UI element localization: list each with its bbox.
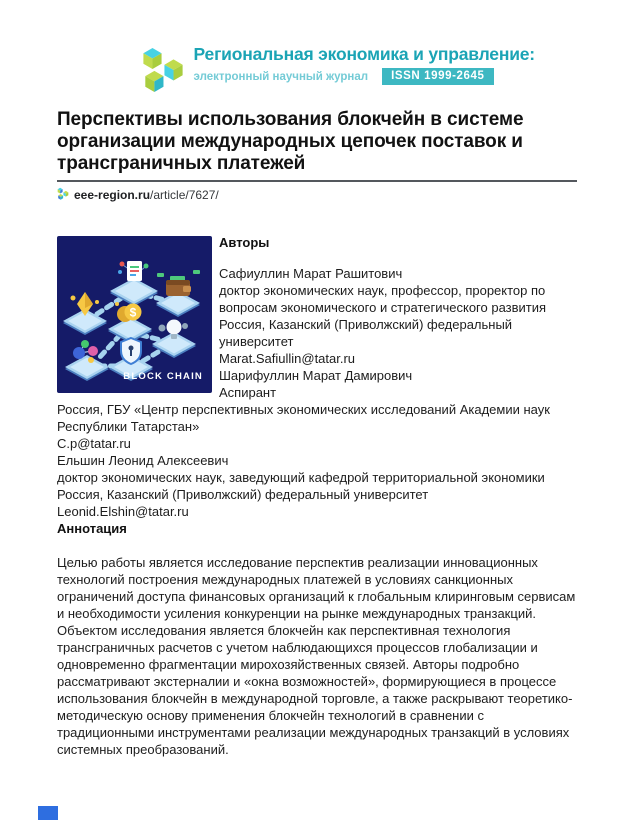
author-name: Ельшин Леонид Алексеевич bbox=[57, 453, 229, 468]
bottom-blue-element[interactable] bbox=[38, 806, 58, 820]
abstract-section bbox=[57, 520, 577, 758]
author-degree: доктор экономических наук, профессор, проректор по вопросам экономического и стратегического развития bbox=[219, 283, 547, 315]
author-degree: Аспирант bbox=[219, 385, 277, 400]
issn-badge: ISSN 1999-2645 bbox=[382, 68, 493, 85]
journal-subtitle: электронный научный журнал bbox=[193, 70, 369, 83]
illustration-caption: BLOCK CHAIN bbox=[123, 371, 203, 382]
authors-heading: Авторы bbox=[219, 235, 270, 250]
source-domain[interactable]: eee-region.ru bbox=[74, 188, 151, 202]
page-title: Перспективы использования блокчейн в системе организации международных цепочек поставок и трансграничных платежей bbox=[57, 109, 524, 174]
abstract-text: Целью работы является исследование перспектив реализации инновационных технологий построения международных платежей в условиях санкционных ограничений доступа финансовых организаций к глобальным клиринговым сервисам и необходимости усиления конкуренции на рынке международных транзакций. Объектом исследования является блокчейн как перспективная технология трансграничных расчетов с учетом наблюдающихся процессов глобализации и одновременно фрагментации мирохозяйственных связей. Авторы подробно рассматривают экстерналии и «окна возможностей», формирующиеся в процессе использования блокчейн в международной торговле, а также раскрывают теоретико-методическую основу применения блокчейн технологий в сравнении с традиционными инструментами реализации международных транзакций в условиях системных преобразований. bbox=[57, 555, 576, 757]
source-url-line bbox=[57, 187, 577, 204]
author-name: Шарифуллин Марат Дамирович bbox=[219, 368, 413, 383]
shield-lock-icon bbox=[121, 338, 141, 364]
author-affiliation: Россия, Казанский (Приволжский) федеральный университет bbox=[57, 487, 429, 502]
author-email: C.p@tatar.ru bbox=[57, 436, 131, 451]
svg-text:$: $ bbox=[129, 305, 137, 320]
abstract-heading: Аннотация bbox=[57, 521, 127, 536]
author-affiliation: Россия, ГБУ «Центр перспективных экономических исследований Академии наук Республики Татарстан» bbox=[57, 402, 550, 434]
author-name: Сафиуллин Марат Рашитович bbox=[219, 266, 403, 281]
journal-header bbox=[0, 0, 634, 93]
source-url[interactable] bbox=[74, 188, 219, 203]
blockchain-illustration bbox=[57, 236, 212, 393]
author-email: Leonid.Elshin@tatar.ru bbox=[57, 504, 189, 519]
journal-title: Региональная экономика и управление: bbox=[193, 44, 535, 64]
author-email: Marat.Safiullin@tatar.ru bbox=[219, 351, 356, 366]
source-path[interactable]: /article/7627/ bbox=[150, 188, 219, 202]
author-affiliation: Россия, Казанский (Приволжский) федеральный университет bbox=[219, 317, 513, 349]
author-degree: доктор экономических наук, заведующий кафедрой территориальной экономики bbox=[57, 470, 545, 485]
site-favicon-icon bbox=[57, 187, 69, 204]
article-body bbox=[57, 234, 577, 758]
title-divider bbox=[57, 180, 577, 182]
journal-logo-icon bbox=[141, 45, 185, 93]
